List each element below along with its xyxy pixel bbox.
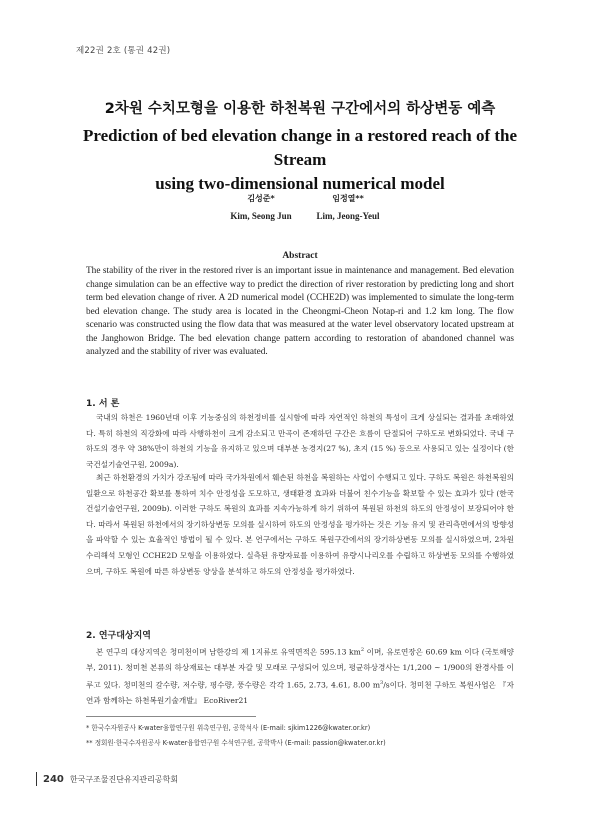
superscript-2: 2 [360, 647, 365, 653]
page-number: 240 [43, 773, 64, 785]
title-english [60, 124, 540, 196]
author-2-korean: 임정열** [332, 194, 364, 203]
abstract-body: The stability of the river in the restored river is an important issue in maintenance and management. Bed elevation change simulation can be an effective way to predict the direction of river restoration by predicting long and short term bed elevation change of river. A 2D numerical model (CCHE2D) was implemented to simulate the long-term bed elevation change. The study area is located in the Cheongmi-Cheon Notap-ri and 1.2 km long. The flow scenario was constructed using the flow data that was measured at the water level observatory located upstream at the Janghowon Bridge. The bed elevation change pattern according to restoration of abandoned channel was analyzed and the stability of river was evaluated. [86, 266, 514, 357]
society-name: 한국구조물진단유지관리공학회 [69, 774, 179, 784]
page-footer [36, 772, 178, 786]
section-1-paragraph-1: 국내의 하천은 1960년대 이후 기능중심의 하천정비를 실시함에 따라 자연적인 하천의 특성이 크게 상실되는 결과를 초래하였다. 특히 하천의 직강화에 따라 사행하천이 크게 감소되고 만곡이 존재하던 구간은 흐름이 단절되어 구하도로 변화되었다. 국내 구하도의 경우 약 38%만이 하천의 기능을 유지하고 있으며 대부분 농경지(27 %), 초지 (15 %) 등으로 사용되고 있는 실정이다 (한국건설기술연구원, 2009a). [86, 413, 514, 469]
title-english-line2: using two-dimensional numerical model [155, 174, 445, 193]
section-2-text-2: 이며, 유로연장은 60.69 km 이다 (국토해양부, 2011). 청미천 본류의 하상재료는 대부분 자갈 및 모래로 구성되어 있으며, 평균하상경사는 1/1,200 ~ 1/900의 완경사를 이루고 있다. 청미천의 갈수량, 저수량, 평수량, 풍수량은 각각 1.65, 2.73, 4.61, 8.00 m [86, 647, 514, 690]
section-1-paragraph-2: 최근 하천환경의 가치가 강조됨에 따라 국가차원에서 훼손된 하천을 복원하는 사업이 수행되고 있다. 구하도 복원은 하천복원의 일환으로 하천공간 확보를 통하여 치수 안정성을 도모하고, 생태환경 효과와 더불어 친수기능을 확보할 수 있는 효과가 있다 (한국건설기술연구원, 2009b). 이러한 구하도 복원의 효과를 지속가능하게 하기 위하여 복원된 하천의 하도의 안정성이 보장되어야 한다. 따라서 복원된 하천에서의 장기하상변동 모의를 실시하여 하도의 안정성을 평가하는 것은 기능 유지 및 관리측면에서의 방향성을 파악할 수 있는 효율적인 방법이 될 수 있다. 본 연구에서는 구하도 복원구간에서의 장기하상변동 모의를 실시하였으며, 2차원 수리해석 모형인 CCHE2D 모형을 이용하였다. 실측된 유량자료를 이용하여 유량시나리오를 수립하고 하상변동 모의를 수행하였으며, 구하도 복원에 따른 하상변동 양상을 분석하고 하도의 안정성을 평가하였다. [86, 473, 514, 576]
footnote-1: * 한국수자원공사 K-water융합연구원 위촉연구원, 공학석사 (E-mail: sjkim1226@kwater.or.kr) [86, 724, 371, 732]
section-2-heading: 2. 연구대상지역 [86, 631, 151, 641]
author-2-english: Lim, Jeong-Yeul [316, 211, 380, 221]
footnote-2: ** 정회원·한국수자원공사 K-water융합연구원 수석연구원, 공학박사 (E-mail: passion@kwater.or.kr) [86, 739, 386, 747]
section-2-paragraph-1 [86, 643, 514, 708]
section-2-text-1: 본 연구의 대상지역은 청미천이며 남한강의 제 1지류로 유역면적은 595.13 km [96, 647, 361, 657]
abstract-heading: Abstract [282, 251, 318, 261]
journal-issue-header: 제22권 2호 (통권 42권) [76, 46, 171, 56]
section-1-heading: 1. 서 론 [86, 399, 120, 409]
footnote-divider [86, 716, 256, 717]
section-2-text-3: /s이다. 청미천 구하도 복원사업은 『자연과 함께하는 하천복원기술개발』 EcoRiver21 [86, 680, 514, 705]
author-1-english: Kim, Seong Jun [230, 211, 292, 221]
author-1-korean: 김성준* [247, 194, 275, 203]
title-english-line1: Prediction of bed elevation change in a restored reach of the Stream [82, 126, 518, 169]
title-korean: 2차원 수치모형을 이용한 하천복원 구간에서의 하상변동 예측 [104, 101, 496, 117]
footer-bar [36, 772, 37, 786]
superscript-3: 3 [380, 679, 384, 686]
